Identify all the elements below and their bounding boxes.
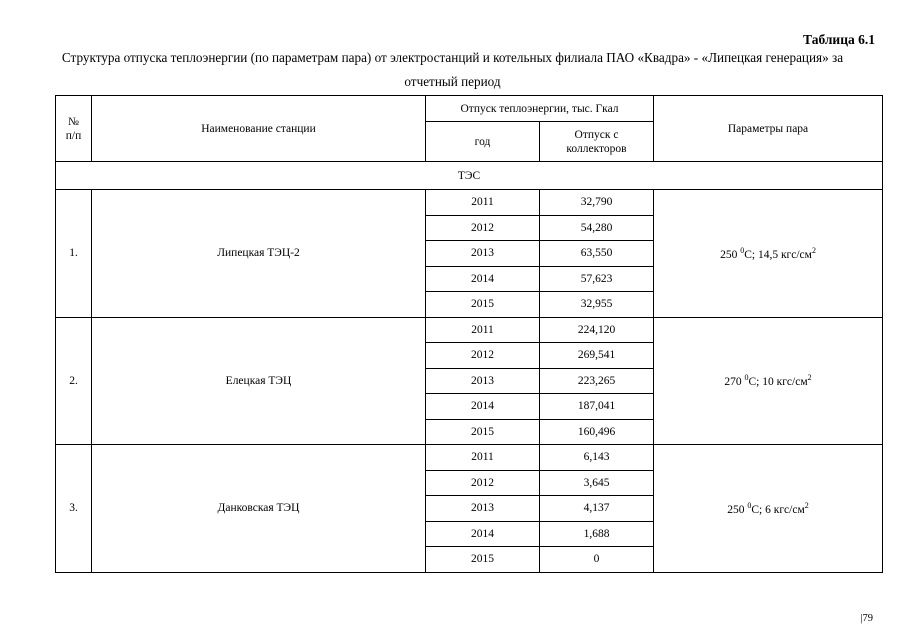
year-cell: 2012: [426, 343, 540, 369]
collector-supply-value: 57,623: [540, 266, 654, 292]
year-cell: 2014: [426, 394, 540, 420]
table-title-continuation: отчетный период: [404, 74, 501, 89]
header-num-line2: п/п: [65, 129, 82, 142]
collector-supply-value: 187,041: [540, 394, 654, 420]
steam-param-mid: С; 14,5 кгс/см: [744, 248, 812, 261]
year-cell: 2012: [426, 215, 540, 241]
station-name: Данковская ТЭЦ: [92, 445, 426, 573]
year-cell: 2015: [426, 419, 540, 445]
header-collectors: [540, 122, 654, 162]
year-cell: 2014: [426, 521, 540, 547]
collector-supply-value: 32,955: [540, 292, 654, 318]
table-row: [56, 190, 883, 216]
station-number: 2.: [56, 317, 92, 445]
station-number: 3.: [56, 445, 92, 573]
header-collectors-line1: Отпуск с: [574, 128, 619, 141]
year-cell: 2011: [426, 190, 540, 216]
steam-param-sup2: 2: [807, 373, 812, 383]
collector-supply-value: 224,120: [540, 317, 654, 343]
header-num-line1: №: [68, 115, 79, 128]
section-heading: ТЭС: [56, 162, 883, 190]
year-cell: 2015: [426, 292, 540, 318]
header-supply-group: Отпуск теплоэнергии, тыс. Гкал: [426, 96, 654, 122]
station-name: Елецкая ТЭЦ: [92, 317, 426, 445]
steam-param-sup2: 2: [811, 245, 816, 255]
header-station-name: Наименование станции: [92, 96, 426, 162]
steam-param-mid: С; 6 кгс/см: [751, 503, 805, 516]
table-row: [56, 445, 883, 471]
table-row: [56, 317, 883, 343]
year-cell: 2011: [426, 317, 540, 343]
collector-supply-value: 4,137: [540, 496, 654, 522]
collector-supply-value: 0: [540, 547, 654, 573]
year-cell: 2011: [426, 445, 540, 471]
collector-supply-value: 63,550: [540, 241, 654, 267]
year-cell: 2013: [426, 368, 540, 394]
station-number: 1.: [56, 190, 92, 318]
collector-supply-value: 269,541: [540, 343, 654, 369]
collector-supply-value: 3,645: [540, 470, 654, 496]
steam-param-base: 250: [720, 248, 741, 261]
collector-supply-value: 6,143: [540, 445, 654, 471]
steam-param-sup1: 0: [747, 500, 752, 510]
steam-parameters: [654, 445, 883, 573]
table-title: Структура отпуска теплоэнергии (по параметрам пара) от электростанций и котельных филиала ПАО «Квадра» - «Липецкая генерация» за: [61, 50, 844, 65]
page-number: |79: [860, 613, 873, 624]
station-name: Липецкая ТЭЦ-2: [92, 190, 426, 318]
steam-param-sup1: 0: [744, 373, 749, 383]
header-year: год: [426, 122, 540, 162]
steam-param-base: 270: [724, 376, 745, 389]
year-cell: 2015: [426, 547, 540, 573]
steam-param-sup2: 2: [804, 500, 809, 510]
collector-supply-value: 32,790: [540, 190, 654, 216]
steam-parameters: [654, 190, 883, 318]
year-cell: 2013: [426, 241, 540, 267]
collector-supply-value: 1,688: [540, 521, 654, 547]
header-num: [56, 96, 92, 162]
header-collectors-line2: коллекторов: [566, 142, 627, 155]
header-params: Параметры пара: [654, 96, 883, 162]
collector-supply-value: 223,265: [540, 368, 654, 394]
collector-supply-value: 160,496: [540, 419, 654, 445]
steam-param-mid: С; 10 кгс/см: [748, 376, 808, 389]
year-cell: 2013: [426, 496, 540, 522]
year-cell: 2014: [426, 266, 540, 292]
table-label: Таблица 6.1: [803, 32, 875, 47]
year-cell: 2012: [426, 470, 540, 496]
collector-supply-value: 54,280: [540, 215, 654, 241]
heat-supply-table: [55, 95, 883, 573]
steam-param-base: 250: [727, 503, 748, 516]
steam-parameters: [654, 317, 883, 445]
steam-param-sup1: 0: [740, 245, 745, 255]
